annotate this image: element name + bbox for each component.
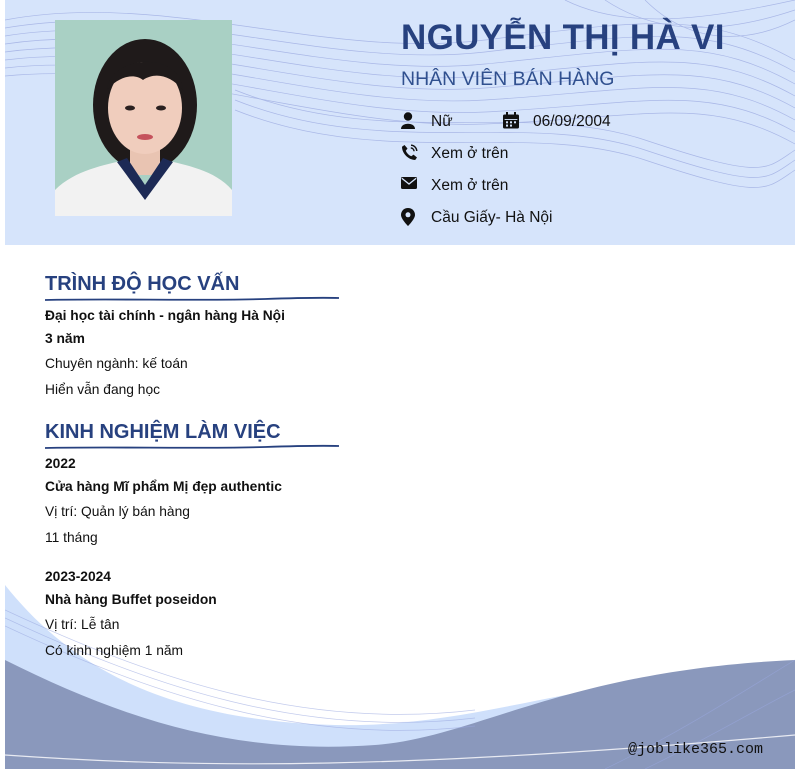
gender-info bbox=[401, 112, 453, 132]
header-band bbox=[5, 0, 795, 245]
experience-position: Vị trí: Quản lý bán hàng bbox=[45, 504, 190, 519]
phone-icon bbox=[401, 145, 419, 163]
education-status: Hiển vẫn đang học bbox=[45, 382, 161, 397]
experience-section-title: KINH NGHIỆM LÀM VIỆC bbox=[45, 421, 281, 443]
user-icon bbox=[401, 113, 419, 131]
email-info bbox=[401, 176, 508, 196]
address-value: Cầu Giấy- Hà Nội bbox=[431, 209, 553, 226]
education-school: Đại học tài chính - ngân hàng Hà Nội bbox=[45, 308, 285, 323]
experience-title-underline bbox=[45, 443, 339, 451]
phone-value: Xem ở trên bbox=[431, 145, 509, 162]
experience-duration: 11 tháng bbox=[45, 530, 98, 545]
experience-period: 2022 bbox=[45, 456, 76, 471]
address-info bbox=[401, 208, 552, 228]
job-title: NHÂN VIÊN BÁN HÀNG bbox=[401, 68, 615, 90]
email-value: Xem ở trên bbox=[431, 177, 509, 194]
site-watermark: @joblike365.com bbox=[627, 741, 763, 758]
phone-info bbox=[401, 144, 508, 164]
candidate-name: NGUYỄN THỊ HÀ VI bbox=[401, 18, 725, 57]
map-pin-icon bbox=[401, 209, 419, 227]
education-major: Chuyên ngành: kế toán bbox=[45, 356, 188, 371]
experience-duration: Có kinh nghiệm 1 năm bbox=[45, 643, 184, 658]
education-title-underline bbox=[45, 295, 339, 303]
education-section-title: TRÌNH ĐỘ HỌC VẤN bbox=[45, 273, 240, 295]
envelope-icon bbox=[401, 177, 419, 195]
experience-company: Nhà hàng Buffet poseidon bbox=[45, 592, 217, 607]
cv-page bbox=[5, 0, 795, 769]
birthdate-value: 06/09/2004 bbox=[533, 113, 611, 130]
calendar-icon bbox=[503, 113, 521, 131]
experience-position: Vị trí: Lễ tân bbox=[45, 617, 120, 632]
experience-period: 2023-2024 bbox=[45, 569, 111, 584]
profile-photo bbox=[55, 20, 232, 216]
gender-value: Nữ bbox=[431, 113, 453, 130]
education-duration: 3 năm bbox=[45, 331, 85, 346]
birthdate-info bbox=[503, 112, 611, 132]
experience-company: Cửa hàng Mĩ phẩm Mị đẹp authentic bbox=[45, 479, 282, 494]
